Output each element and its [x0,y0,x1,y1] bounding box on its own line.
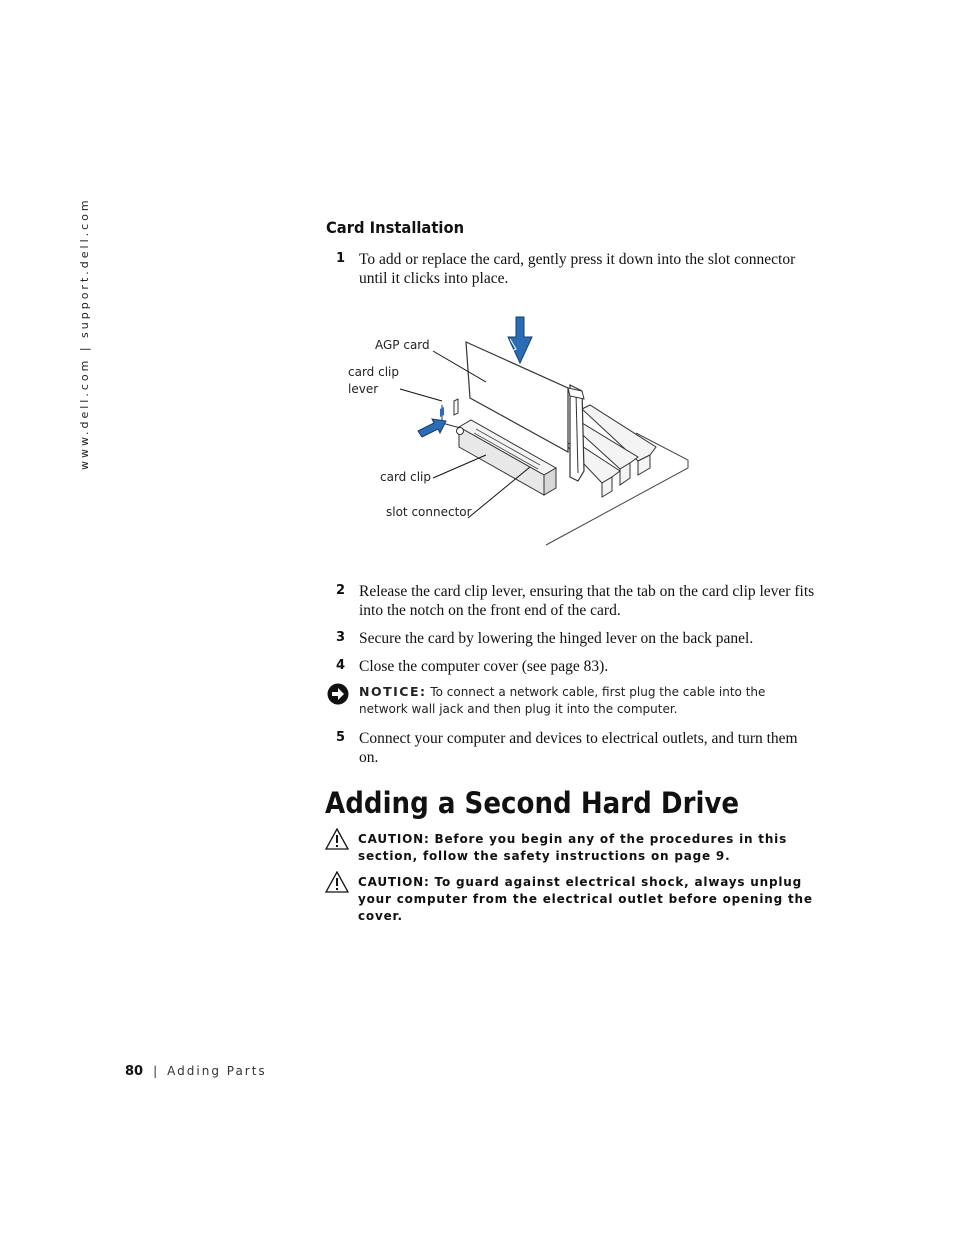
notice-label: NOTICE: [359,684,427,699]
slot-connector-label: slot connector [386,505,472,519]
caution-body: Before you begin any of the procedures in this section, follow the safety instructions on page 9. [358,832,788,863]
notice-body: To connect a network cable, first plug the cable into the network wall jack and then plug it into the computer. [359,685,766,716]
page-footer [125,1062,267,1080]
step-1 [336,250,816,288]
notice-arrow-icon [327,683,349,705]
step-5 [336,729,816,767]
caution-body: To guard against electrical shock, always unplug your computer from the electrical outlet before opening the cover. [358,875,813,923]
notice-box [327,683,817,718]
card-clip-lever-label-line1: card clip [348,365,399,379]
down-arrow-icon [508,317,532,363]
card-clip-label: card clip [380,470,431,484]
card-installation-figure [340,305,700,550]
step-number: 5 [336,730,346,745]
card-clip-lever-label-line2: lever [348,382,379,396]
step-text: Connect your computer and devices to electrical outlets, and turn them on. [359,730,798,766]
agp-card-label: AGP card [375,338,430,352]
step-text: Close the computer cover (see page 83). [359,658,609,675]
page-title: Adding a Second Hard Drive [325,786,740,820]
caution-box-2 [325,874,820,925]
step-3 [336,629,816,648]
step-number: 3 [336,630,346,645]
step-number: 2 [336,583,346,598]
caution-box-1 [325,831,820,865]
caution-label: CAUTION: [358,875,430,889]
caution-triangle-icon [325,828,349,850]
step-number: 1 [336,251,346,266]
footer-separator: | [153,1064,158,1078]
caution-label: CAUTION: [358,832,430,846]
sidebar-url: www.dell.com | support.dell.com [78,197,91,470]
step-number: 4 [336,658,346,673]
caution-triangle-icon [325,871,349,893]
footer-chapter-title: Adding Parts [167,1064,267,1078]
step-2 [336,582,816,620]
push-arrow-icon [418,407,446,437]
page-number: 80 [125,1064,144,1079]
step-4 [336,657,816,676]
section-heading: Card Installation [326,218,465,237]
step-text: Release the card clip lever, ensuring that the tab on the card clip lever fits into the notch on the front end of the card. [359,583,815,619]
step-text: Secure the card by lowering the hinged lever on the back panel. [359,630,754,647]
step-text: To add or replace the card, gently press it down into the slot connector until it clicks into place. [359,251,796,287]
